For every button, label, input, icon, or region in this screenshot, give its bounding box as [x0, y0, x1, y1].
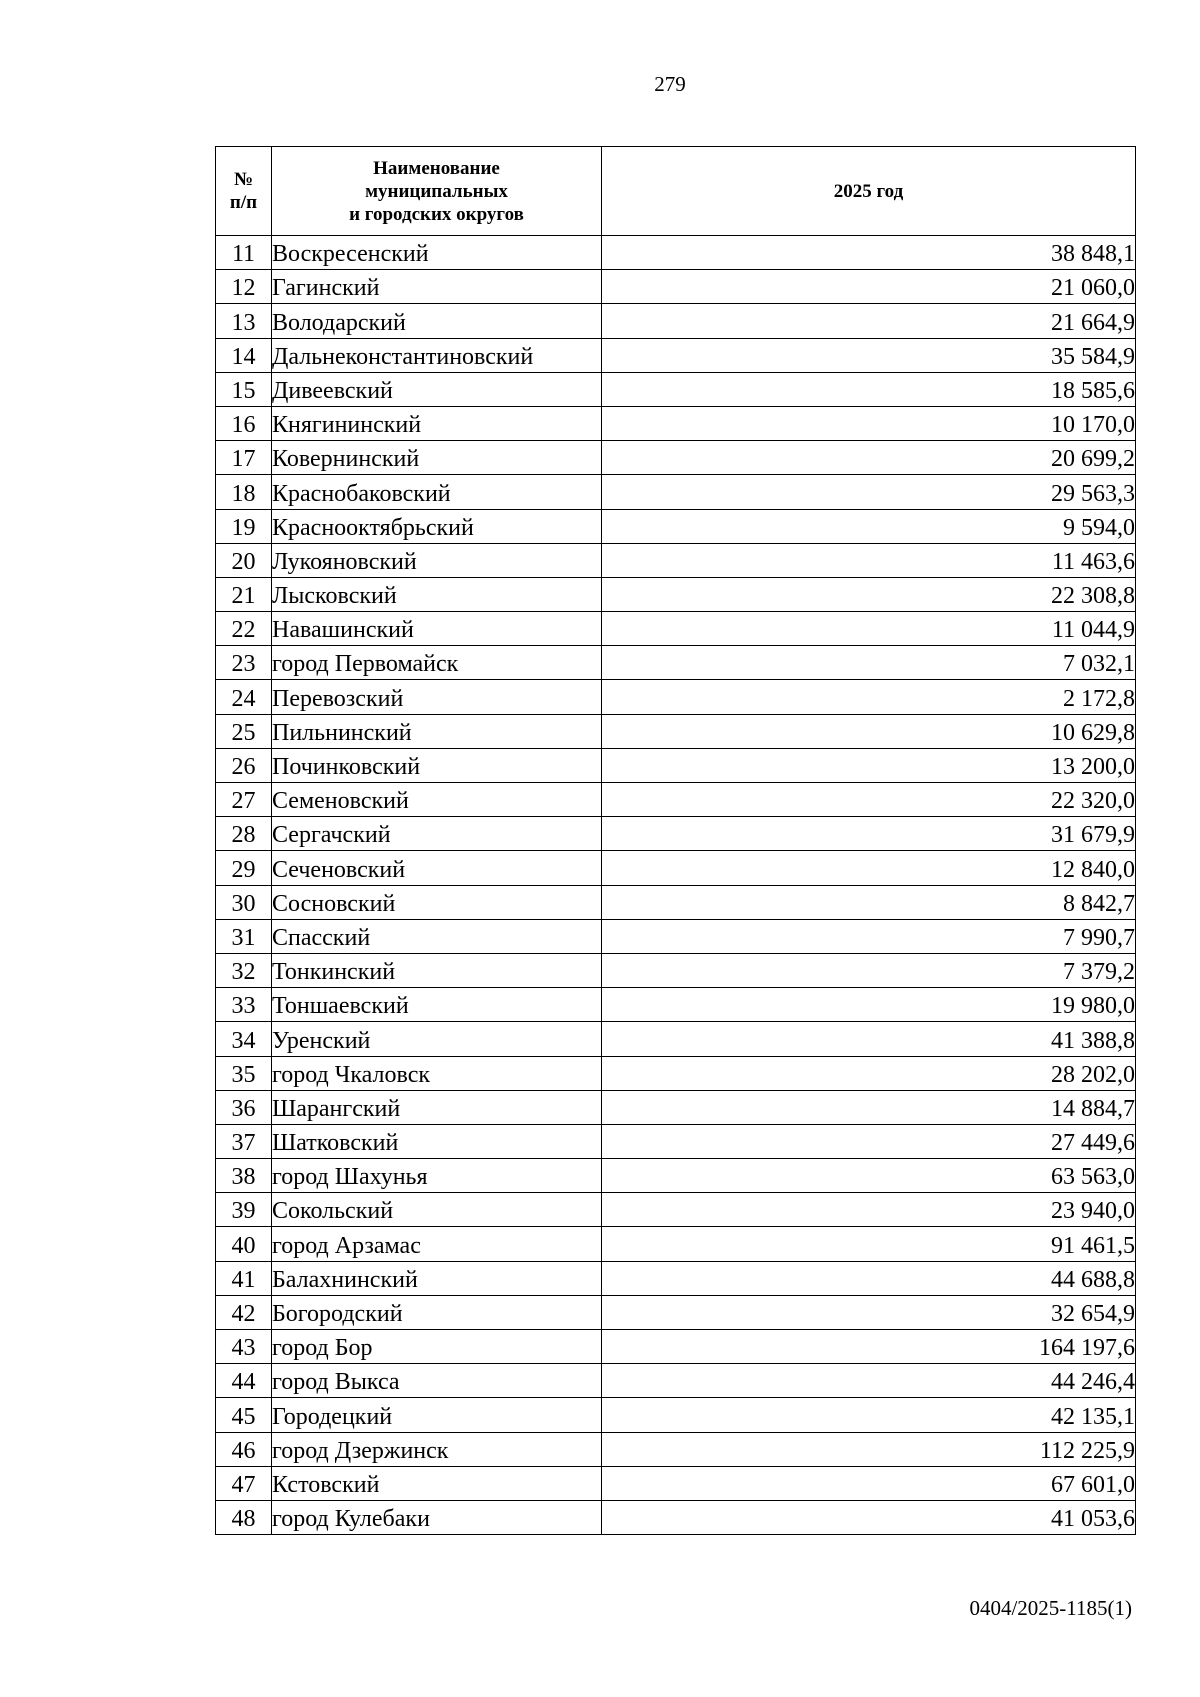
page-number: 279: [654, 72, 686, 96]
row-number: 28: [216, 817, 272, 851]
row-value: 9 594,0: [602, 509, 1136, 543]
row-value: 7 379,2: [602, 953, 1136, 987]
table-row: [216, 953, 1136, 987]
row-name: Шарангский: [272, 1090, 602, 1124]
row-number: 22: [216, 612, 272, 646]
row-number: 20: [216, 543, 272, 577]
table-row: [216, 1500, 1136, 1534]
row-name: Кстовский: [272, 1466, 602, 1500]
table-row: [216, 441, 1136, 475]
row-number: 43: [216, 1330, 272, 1364]
table-row: [216, 1330, 1136, 1364]
row-name: Володарский: [272, 304, 602, 338]
table-row: [216, 1432, 1136, 1466]
row-value: 67 601,0: [602, 1466, 1136, 1500]
row-number: 18: [216, 475, 272, 509]
row-name: город Выкса: [272, 1364, 602, 1398]
row-number: 25: [216, 714, 272, 748]
row-value: 22 308,8: [602, 577, 1136, 611]
row-name: Богородский: [272, 1295, 602, 1329]
row-number: 30: [216, 885, 272, 919]
row-name: Сеченовский: [272, 851, 602, 885]
table-row: [216, 783, 1136, 817]
row-name: Краснобаковский: [272, 475, 602, 509]
row-number: 42: [216, 1295, 272, 1329]
table-row: [216, 817, 1136, 851]
table-row: [216, 1261, 1136, 1295]
row-name: город Чкаловск: [272, 1056, 602, 1090]
row-name: Сосновский: [272, 885, 602, 919]
row-number: 36: [216, 1090, 272, 1124]
row-number: 35: [216, 1056, 272, 1090]
row-name: город Дзержинск: [272, 1432, 602, 1466]
row-number: 14: [216, 338, 272, 372]
row-value: 19 980,0: [602, 988, 1136, 1022]
row-value: 20 699,2: [602, 441, 1136, 475]
table-row: [216, 543, 1136, 577]
row-value: 13 200,0: [602, 748, 1136, 782]
row-number: 23: [216, 646, 272, 680]
row-name: Пильнинский: [272, 714, 602, 748]
row-name: город Бор: [272, 1330, 602, 1364]
row-value: 14 884,7: [602, 1090, 1136, 1124]
table-row: [216, 509, 1136, 543]
table-body: [216, 236, 1136, 1535]
allocation-table: [215, 146, 1136, 1535]
row-value: 10 629,8: [602, 714, 1136, 748]
table-row: [216, 1159, 1136, 1193]
row-name: Княгининский: [272, 406, 602, 440]
row-name: Гагинский: [272, 270, 602, 304]
row-value: 41 053,6: [602, 1500, 1136, 1534]
row-name: Городецкий: [272, 1398, 602, 1432]
row-value: 41 388,8: [602, 1022, 1136, 1056]
row-name: Навашинский: [272, 612, 602, 646]
row-name: Дальнеконстантиновский: [272, 338, 602, 372]
table-header-row: [216, 147, 1136, 236]
table-row: [216, 1227, 1136, 1261]
table-row: [216, 612, 1136, 646]
row-number: 19: [216, 509, 272, 543]
table-row: [216, 236, 1136, 270]
row-name: Перевозский: [272, 680, 602, 714]
table-row: [216, 1295, 1136, 1329]
row-value: 10 170,0: [602, 406, 1136, 440]
table-row: [216, 1466, 1136, 1500]
row-value: 12 840,0: [602, 851, 1136, 885]
row-number: 29: [216, 851, 272, 885]
row-name: Ковернинский: [272, 441, 602, 475]
table-row: [216, 1124, 1136, 1158]
row-number: 48: [216, 1500, 272, 1534]
row-name: Шатковский: [272, 1124, 602, 1158]
table-row: [216, 919, 1136, 953]
table-row: [216, 714, 1136, 748]
row-number: 27: [216, 783, 272, 817]
row-number: 33: [216, 988, 272, 1022]
row-value: 32 654,9: [602, 1295, 1136, 1329]
table-row: [216, 304, 1136, 338]
table-row: [216, 577, 1136, 611]
row-number: 15: [216, 372, 272, 406]
row-name: Сергачский: [272, 817, 602, 851]
row-number: 13: [216, 304, 272, 338]
row-value: 27 449,6: [602, 1124, 1136, 1158]
row-value: 21 060,0: [602, 270, 1136, 304]
row-name: Лысковский: [272, 577, 602, 611]
row-value: 11 044,9: [602, 612, 1136, 646]
row-number: 11: [216, 236, 272, 270]
row-name: Краснооктябрьский: [272, 509, 602, 543]
table-row: [216, 1398, 1136, 1432]
document-code: 0404/2025-1185(1): [969, 1596, 1132, 1620]
table-row: [216, 1056, 1136, 1090]
row-name: город Арзамас: [272, 1227, 602, 1261]
row-name: Тоншаевский: [272, 988, 602, 1022]
row-name: город Кулебаки: [272, 1500, 602, 1534]
table-row: [216, 851, 1136, 885]
table-row: [216, 748, 1136, 782]
row-number: 40: [216, 1227, 272, 1261]
header-value: 2025 год: [602, 147, 1136, 236]
row-value: 42 135,1: [602, 1398, 1136, 1432]
row-value: 29 563,3: [602, 475, 1136, 509]
row-value: 35 584,9: [602, 338, 1136, 372]
row-name: Сокольский: [272, 1193, 602, 1227]
row-number: 24: [216, 680, 272, 714]
table-row: [216, 475, 1136, 509]
row-name: Лукояновский: [272, 543, 602, 577]
row-value: 7 032,1: [602, 646, 1136, 680]
row-number: 45: [216, 1398, 272, 1432]
row-number: 44: [216, 1364, 272, 1398]
table-row: [216, 680, 1136, 714]
table-row: [216, 1090, 1136, 1124]
row-name: Воскресенский: [272, 236, 602, 270]
row-number: 17: [216, 441, 272, 475]
row-value: 21 664,9: [602, 304, 1136, 338]
table-row: [216, 1022, 1136, 1056]
row-name: город Первомайск: [272, 646, 602, 680]
row-value: 91 461,5: [602, 1227, 1136, 1261]
row-number: 26: [216, 748, 272, 782]
row-name: Уренский: [272, 1022, 602, 1056]
row-number: 41: [216, 1261, 272, 1295]
row-value: 2 172,8: [602, 680, 1136, 714]
row-name: город Шахунья: [272, 1159, 602, 1193]
row-number: 16: [216, 406, 272, 440]
header-number: № п/п: [216, 147, 272, 236]
row-value: 31 679,9: [602, 817, 1136, 851]
row-value: 28 202,0: [602, 1056, 1136, 1090]
row-name: Починковский: [272, 748, 602, 782]
row-number: 32: [216, 953, 272, 987]
row-value: 8 842,7: [602, 885, 1136, 919]
table-row: [216, 646, 1136, 680]
row-value: 38 848,1: [602, 236, 1136, 270]
row-value: 112 225,9: [602, 1432, 1136, 1466]
row-value: 18 585,6: [602, 372, 1136, 406]
table-row: [216, 406, 1136, 440]
row-number: 34: [216, 1022, 272, 1056]
row-number: 46: [216, 1432, 272, 1466]
row-value: 63 563,0: [602, 1159, 1136, 1193]
row-name: Семеновский: [272, 783, 602, 817]
row-number: 37: [216, 1124, 272, 1158]
row-number: 39: [216, 1193, 272, 1227]
table-row: [216, 338, 1136, 372]
row-value: 44 246,4: [602, 1364, 1136, 1398]
table-row: [216, 885, 1136, 919]
row-value: 44 688,8: [602, 1261, 1136, 1295]
row-value: 11 463,6: [602, 543, 1136, 577]
header-name: Наименование муниципальных и городских округов: [272, 147, 602, 236]
row-name: Тонкинский: [272, 953, 602, 987]
table-row: [216, 1193, 1136, 1227]
table-row: [216, 372, 1136, 406]
row-number: 31: [216, 919, 272, 953]
row-value: 164 197,6: [602, 1330, 1136, 1364]
table-row: [216, 270, 1136, 304]
row-value: 22 320,0: [602, 783, 1136, 817]
row-value: 23 940,0: [602, 1193, 1136, 1227]
row-number: 47: [216, 1466, 272, 1500]
row-number: 21: [216, 577, 272, 611]
row-number: 12: [216, 270, 272, 304]
table-row: [216, 988, 1136, 1022]
row-name: Балахнинский: [272, 1261, 602, 1295]
row-value: 7 990,7: [602, 919, 1136, 953]
row-name: Спасский: [272, 919, 602, 953]
table-row: [216, 1364, 1136, 1398]
row-number: 38: [216, 1159, 272, 1193]
row-name: Дивеевский: [272, 372, 602, 406]
